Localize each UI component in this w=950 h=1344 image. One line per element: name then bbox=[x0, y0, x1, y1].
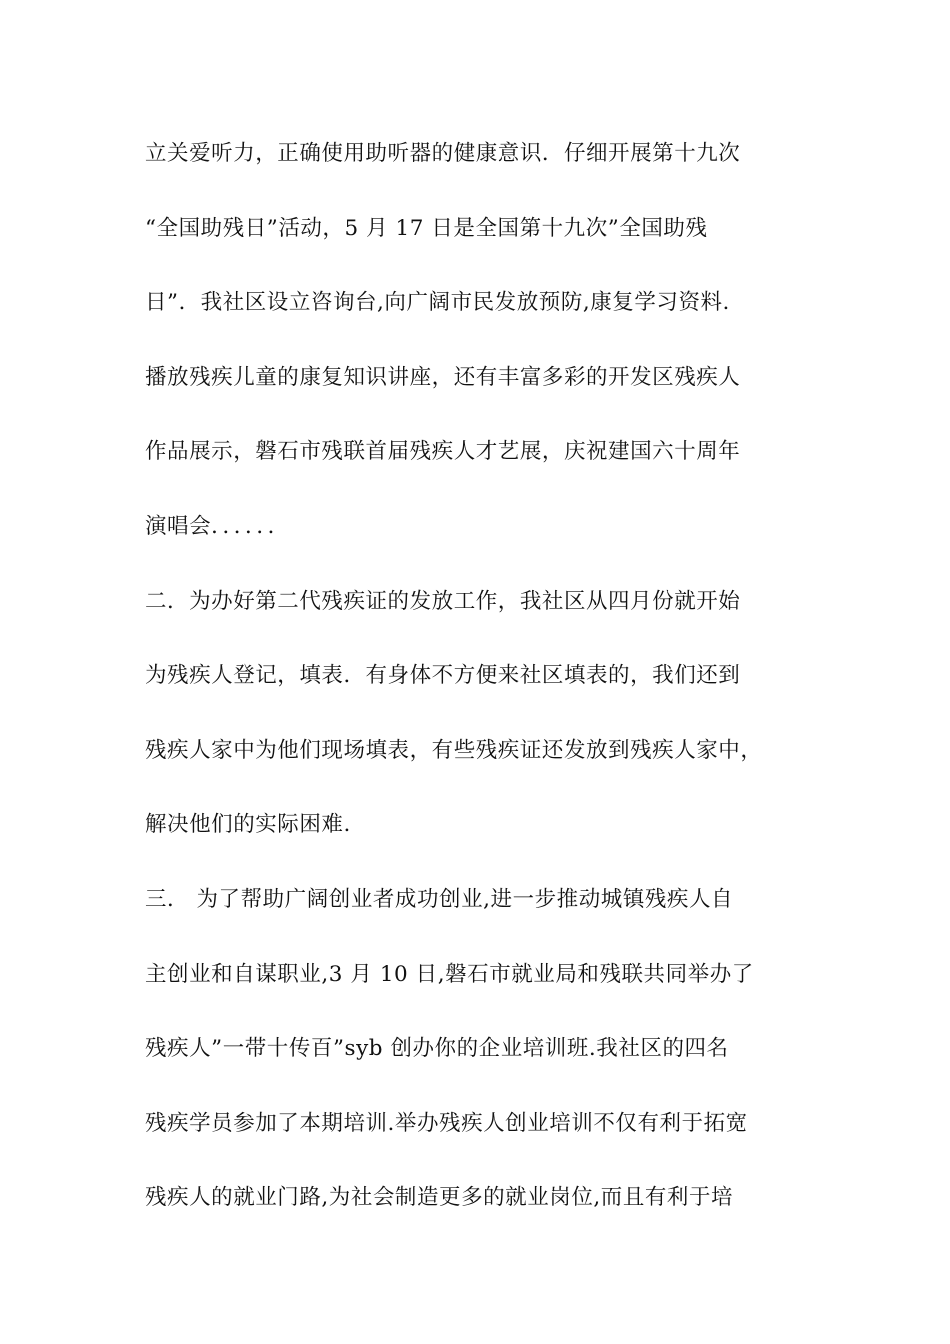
text-line: “全国助残日”活动，5 月 17 日是全国第十九次”全国助残 bbox=[145, 215, 708, 241]
text-line: 立关爱听力，正确使用助听器的健康意识．仔细开展第十九次 bbox=[145, 141, 741, 166]
text-line: 三． 为了帮助广阔创业者成功创业,进一步推动城镇残疾人自 bbox=[145, 886, 734, 912]
text-line: 残疾人的就业门路,为社会制造更多的就业岗位,而且有利于培 bbox=[145, 1185, 734, 1211]
text-line: 为残疾人登记，填表．有身体不方便来社区填表的，我们还到 bbox=[145, 663, 741, 689]
text-line: 解决他们的实际困难. bbox=[145, 812, 351, 838]
body-text bbox=[145, 130, 825, 1249]
text-line: 演唱会．．．．．． bbox=[145, 513, 290, 539]
text-line: 作品展示，磐石市残联首届残疾人才艺展，庆祝建国六十周年 bbox=[145, 439, 741, 465]
text-line: 播放残疾儿童的康复知识讲座，还有丰富多彩的开发区残疾人 bbox=[145, 364, 741, 390]
text-line: 二．为办好第二代残疾证的发放工作，我社区从四月份就开始 bbox=[145, 588, 741, 614]
text-line: 残疾人家中为他们现场填表，有些残疾证还发放到残疾人家中， bbox=[145, 737, 763, 763]
text-line: 残疾学员参加了本期培训.举办残疾人创业培训不仅有利于拓宽 bbox=[145, 1110, 748, 1136]
text-line: 残疾人”一带十传百”syb 创办你的企业培训班.我社区的四名 bbox=[145, 1036, 729, 1062]
text-line: 主创业和自谋职业,3 月 10 日,磐石市就业局和残联共同举办了 bbox=[145, 961, 754, 987]
text-line: 日”．我社区设立咨询台,向广阔市民发放预防,康复学习资料. bbox=[145, 290, 730, 316]
